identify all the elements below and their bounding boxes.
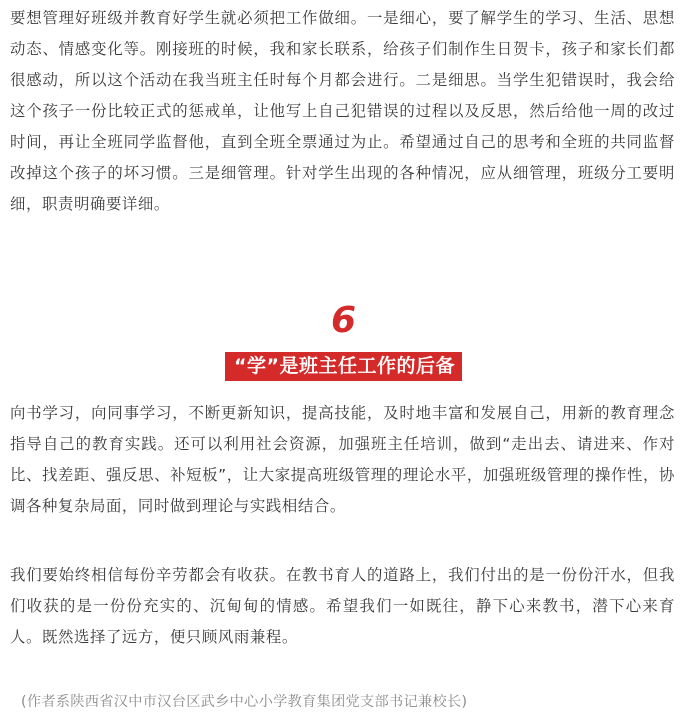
section-number: 6 <box>330 300 357 341</box>
author-note: (作者系陕西省汉中市汉台区武乡中心小学教育集团党支部书记兼校长) <box>21 694 468 710</box>
article-paragraph: 要想管理好班级并教育好学生就必须把工作做细。一是细心，要了解学生的学习、生活、思想动态、情感变化等。刚接班的时候，我和家长联系，给孩子们制作生日贺卡，孩子和家长们都很感动，所以这个活动在我当班主任时每个月都会进行。二是细思。当学生犯错误时，我会给这个孩子一份比较正式的惩戒单，让他写上自己犯错误的过程以及反思，然后给他一周的改过时间，再让全班同学监督他，直到全班全票通过为止。希望通过自己的思考和全班的共同监督改掉这个孩子的坏习惯。三是细管理。针对学生出现的各种情况，应从细管理，班级分工要明细，职责明确要详细。 <box>10 9 675 213</box>
article-paragraph: 我们要始终相信每份辛劳都会有收获。在教书育人的道路上，我们付出的是一份份汗水，但我们收获的是一份份充实的、沉甸甸的情感。希望我们一如既往，静下心来教书，潜下心来育人。既然选择了远方，便只顾风雨兼程。 <box>10 566 675 646</box>
article-paragraph: 向书学习，向同事学习，不断更新知识，提高技能，及时地丰富和发展自己，用新的教育理念指导自己的教育实践。还可以利用社会资源，加强班主任培训，做到“走出去、请进来、作对比、找差距、强反思、补短板”，让大家提高班级管理的理论水平，加强班级管理的操作性，协调各种复杂局面，同时做到理论与实践相结合。 <box>10 404 675 515</box>
section-heading-container <box>0 352 687 381</box>
section-heading: “学”是班主任工作的后备 <box>225 352 462 381</box>
